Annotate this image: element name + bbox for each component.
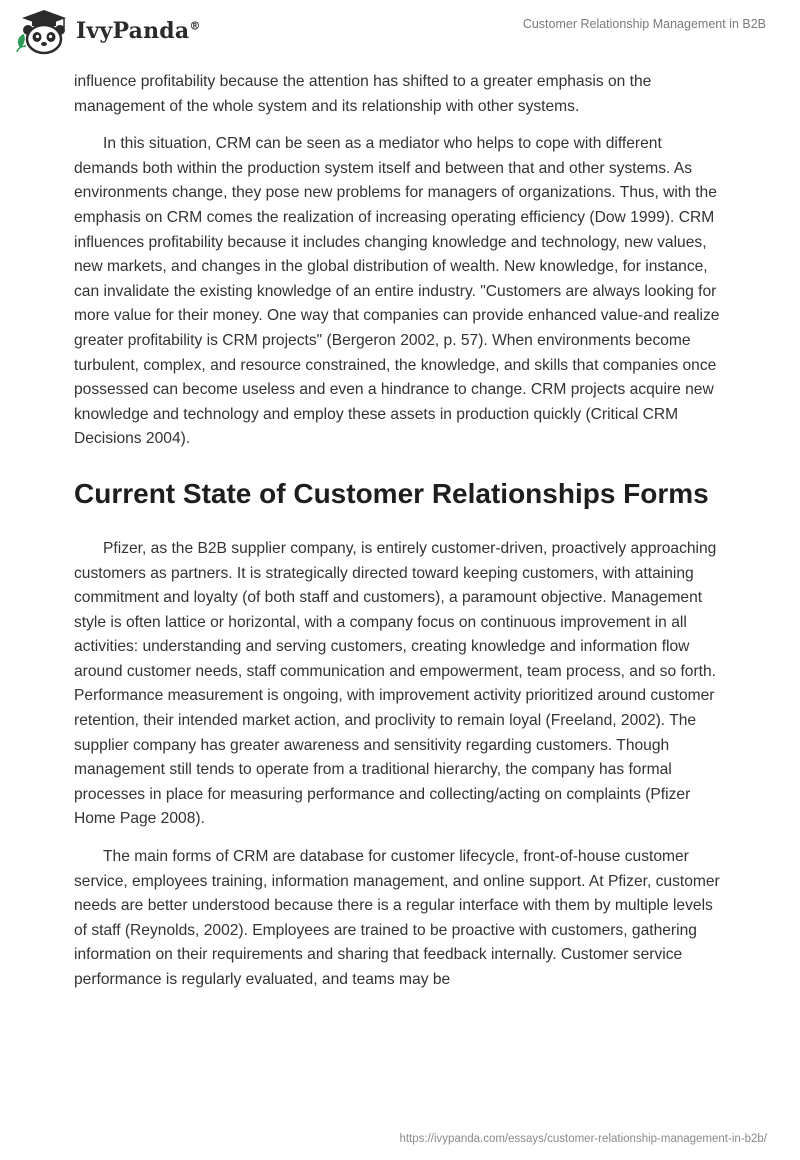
source-url[interactable]: https://ivypanda.com/essays/customer-relationship-management-in-b2b/ xyxy=(399,1133,767,1145)
paragraph: The main forms of CRM are database for customer lifecycle, front-of-house customer service, employees training, information management, and online support. At Pfizer, customer needs are better understood because there is a regular interface with them by multiple levels of staff (Reynolds, 2002). Employees are trained to be proactive with customers, gathering information on their requirements and sharing that feedback internally. Customer service performance is regularly evaluated, and teams may be xyxy=(74,848,720,988)
paragraph: In this situation, CRM can be seen as a mediator who helps to cope with different demands both within the production system itself and between that and other systems. As environments change, they pose new problems for managers of organizations. Thus, with the emphasis on CRM comes the realization of increasing operating efficiency (Dow 1999). CRM influences profitability because it includes changing knowledge and technology, new values, new markets, and changes in the global distribution of wealth. New knowledge, for instance, can invalidate the existing knowledge of an entire industry. "Customers are always looking for more value for their money. One way that companies can provide enhanced value-and realize greater profitability is CRM projects" (Bergeron 2002, p. 57). When environments become turbulent, complex, and resource constrained, the knowledge, and skills that companies once possessed can become useless and even a hindrance to change. CRM projects acquire new knowledge and technology and employ these assets in production quickly (Critical CRM Decisions 2004). xyxy=(74,135,720,448)
brand-name: IvyPanda® xyxy=(76,18,201,44)
panda-graduate-icon xyxy=(14,8,74,56)
paragraph: Pfizer, as the B2B supplier company, is entirely customer-driven, proactively approaching customers as partners. It is strategically directed toward keeping customers, with attaining commitment and loyalty (of both staff and customers), a paramount objective. Management style is often lattice or horizontal, with a company focus on continuous improvement in all activities: understanding and serving customers, creating knowledge and information flow around customer needs, staff communication and empowerment, team process, and so forth. Performance measurement is ongoing, with improvement activity prioritized around customer retention, their intended market action, and proclivity to remain loyal (Freeland, 2002). The supplier company has greater awareness and sensitivity regarding customers. Though management still tends to operate from a traditional hierarchy, the company has formal processes in place for measuring performance and collecting/acting on complaints (Pfizer Home Page 2008). xyxy=(74,539,717,828)
page-header xyxy=(0,0,800,64)
document-title: Customer Relationship Management in B2B xyxy=(522,17,766,31)
paragraph-continued: influence profitability because the attention has shifted to a greater emphasis on the management of the whole system and its relationship with other systems. xyxy=(74,73,652,115)
ivypanda-logo[interactable] xyxy=(14,8,224,56)
section-heading: Current State of Customer Relationships Forms xyxy=(74,477,709,509)
essay-body xyxy=(74,70,726,1006)
